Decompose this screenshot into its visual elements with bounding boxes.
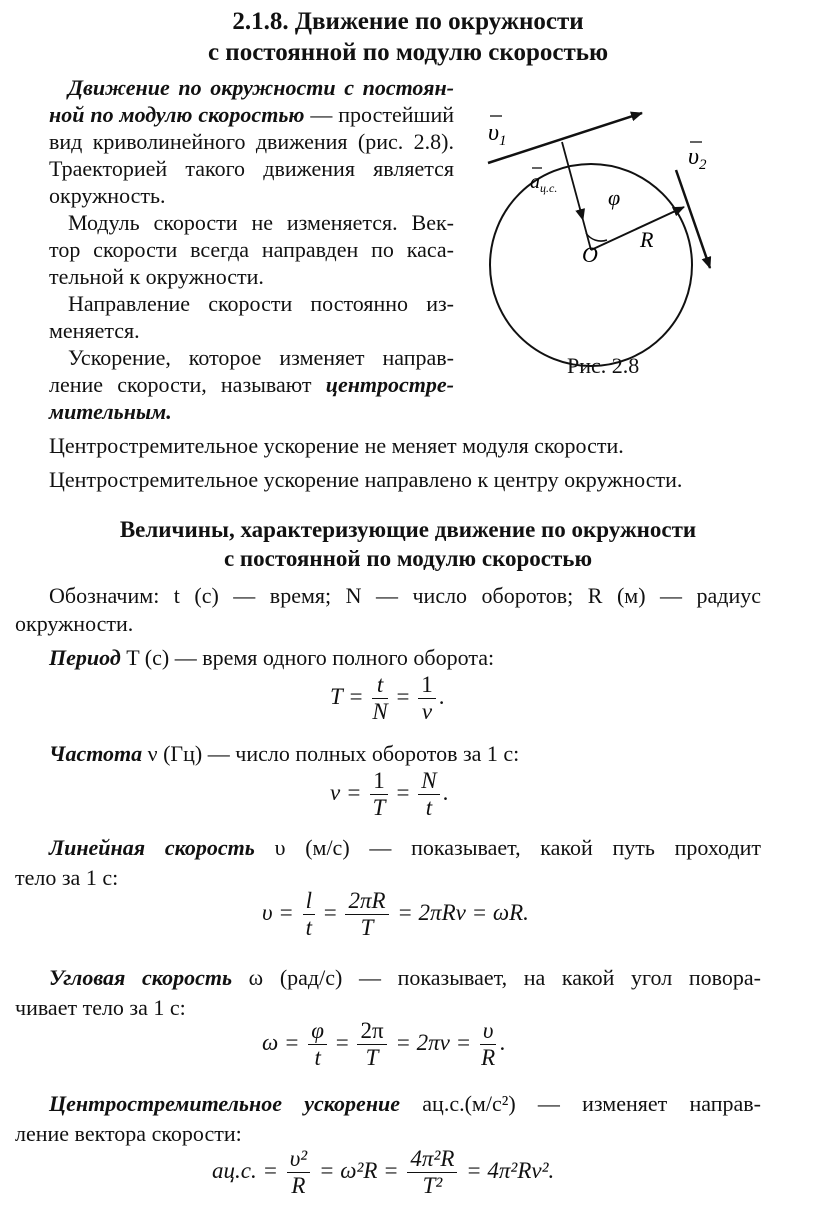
notation-line-2: окружности. bbox=[15, 611, 134, 636]
angular-speed-line-2: чивает тело за 1 с: bbox=[15, 995, 186, 1020]
section-title-line1: 2.1.8. Движение по окружности bbox=[232, 8, 584, 35]
centripetal-formula: aц.с. = $\frac{\text{υ²}}{R}$ = ω²R = $\frac{\text{4π²R}}{\text{T²}}$ = 4π²Rν². bbox=[212, 1146, 555, 1198]
notation-line-1: Обозначим: t (с) — время; N — число оборотов; R (м) — радиус bbox=[49, 583, 761, 608]
period-definition: Период T (с) — время одного полного оборота: bbox=[49, 645, 495, 670]
linear-speed-formula: υ = $\frac{l}{t}$ = $\frac{2\pi R}{T}$ = 2πRν = ωR. bbox=[262, 888, 529, 940]
quantities-heading-line2: с постоянной по модулю скоростью bbox=[223, 546, 593, 571]
intro-p3-line-1: Направление скорости постоянно из- bbox=[68, 291, 454, 316]
intro-line-1-rest: — простейший bbox=[304, 102, 454, 127]
label-v2: $\upsilon_2$ bbox=[688, 144, 707, 173]
linear-speed-line-2: тело за 1 с: bbox=[15, 865, 119, 890]
section-title-line2: с постоянной по модулю скоростью bbox=[207, 39, 609, 66]
intro-line-5: окружность. bbox=[49, 183, 166, 208]
centripetal-line-2: ление вектора скорости: bbox=[15, 1121, 242, 1146]
label-phi: φ bbox=[608, 185, 621, 210]
label-center-O: O bbox=[582, 242, 598, 267]
statement-1: Центростремительное ускорение не меняет модуля скорости. bbox=[49, 433, 624, 458]
intro-p2-line-1: Модуль скорости не изменяется. Век- bbox=[68, 210, 454, 235]
intro-line-4: Траекторией такого движения является bbox=[49, 156, 454, 181]
intro-term-2: ной по модулю скоростью bbox=[49, 102, 305, 127]
intro-p2-line-3: тельной к окружности. bbox=[49, 264, 264, 289]
intro-line-2 bbox=[49, 101, 454, 128]
figure-caption: Рис. 2.8 bbox=[567, 353, 640, 378]
quantities-heading-line1: Величины, характеризующие движение по окружности bbox=[119, 517, 697, 542]
intro-line-1: Движение по окружности с постоян- bbox=[68, 75, 454, 100]
label-radius-R: R bbox=[640, 227, 654, 252]
angular-speed-formula: ω = $\frac{\varphi}{t}$ = $\frac{2\pi}{T}$ = 2πν = $\frac{\upsilon}{R}$ . bbox=[262, 1018, 506, 1070]
label-acceleration: $a_{ц.с.}$ bbox=[530, 171, 558, 195]
frequency-formula: ν = $\frac{1}{T}$ = $\frac{N}{t}$ . bbox=[330, 768, 449, 820]
intro-p3-line-2: меняется. bbox=[49, 318, 140, 343]
period-formula: T = $\frac{t}{N}$ = $\frac{1}{\nu}$ . bbox=[330, 672, 445, 724]
intro-p4-line-2: ление скорости, называют центростре- bbox=[49, 372, 454, 397]
intro-line-3: вид криволинейного движения (рис. 2.8). bbox=[49, 129, 454, 154]
frequency-definition: Частота ν (Гц) — число полных оборотов за 1 с: bbox=[49, 741, 520, 766]
radius-arrow-R bbox=[591, 207, 684, 250]
label-v1: $\upsilon_1$ bbox=[488, 120, 507, 149]
centripetal-acceleration-arrow bbox=[562, 142, 583, 220]
linear-speed-definition: Линейная скорость υ (м/с) — показывает, какой путь проходит bbox=[49, 835, 761, 860]
intro-p4-line-1: Ускорение, которое изменяет направ- bbox=[68, 345, 454, 370]
intro-p4-line-3: мительным. bbox=[49, 399, 172, 424]
intro-p2-line-2: тор скорости всегда направден по каса- bbox=[49, 237, 454, 262]
statement-2: Центростремительное ускорение направлено к центру окружности. bbox=[49, 467, 683, 492]
centripetal-definition: Центростремительное ускорение aц.с.(м/с²) — изменяет направ- bbox=[49, 1091, 761, 1116]
angular-speed-definition: Угловая скорость ω (рад/с) — показывает, на какой угол повора- bbox=[49, 965, 761, 990]
